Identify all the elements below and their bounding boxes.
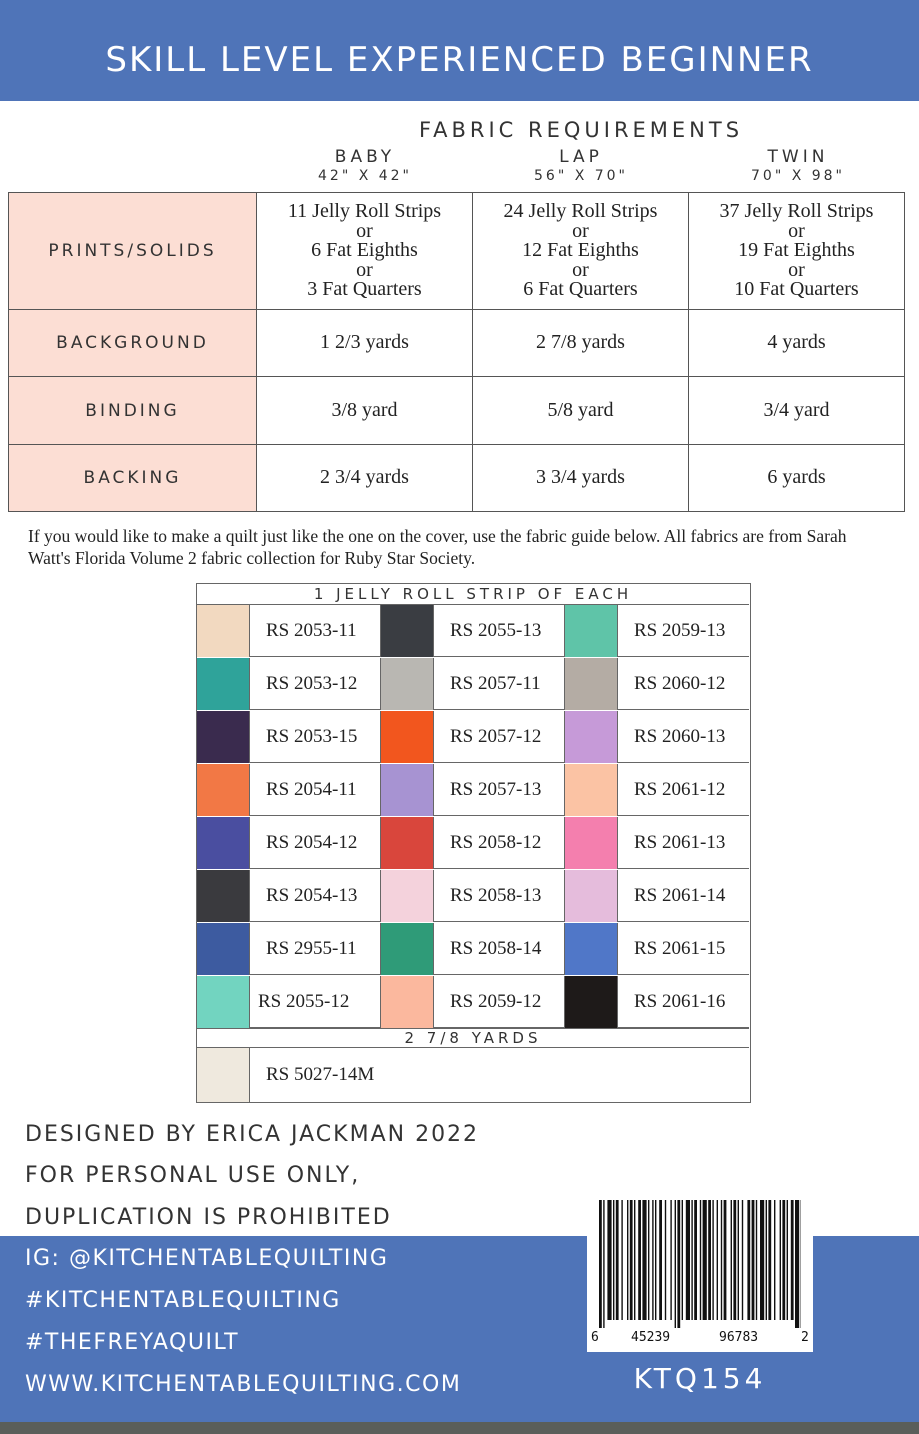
guide-row	[197, 923, 749, 976]
barcode-bar	[752, 1200, 755, 1320]
fabric-code: RS 2055-13	[433, 605, 565, 657]
barcode-bar	[766, 1200, 767, 1320]
fabric-swatch	[381, 817, 433, 869]
personal-use-note: FOR PERSONAL USE ONLY,	[25, 1163, 361, 1188]
fabric-swatch	[197, 605, 249, 657]
fabric-swatch	[381, 605, 433, 657]
barcode-bar	[642, 1200, 646, 1320]
barcode-bar	[733, 1200, 736, 1320]
barcode-bar	[652, 1200, 653, 1320]
guide-row	[197, 817, 749, 870]
fabric-swatch	[197, 923, 249, 975]
fabric-code: RS 2058-13	[433, 870, 565, 922]
barcode-bar	[675, 1200, 676, 1328]
cell-lap: 24 Jelly Roll Strips or 12 Fat Eighths or 6 Fat Quarters	[473, 193, 689, 310]
fabric-code: RS 2054-12	[249, 817, 381, 869]
barcode-bar	[768, 1200, 771, 1320]
size-lap: LAP 56" X 70"	[534, 147, 628, 184]
cell-twin: 6 yards	[689, 445, 905, 512]
barcode-bar	[603, 1200, 604, 1328]
hashtag-thefreyaquilt: #THEFREYAQUILT	[25, 1330, 240, 1355]
hashtag-kitchentablequilting: #KITCHENTABLEQUILTING	[25, 1288, 341, 1313]
fabric-code: RS 2054-13	[249, 870, 381, 922]
cell-lap: 3 3/4 yards	[473, 445, 689, 512]
barcode-bar	[724, 1200, 727, 1320]
barcode-bar	[721, 1200, 722, 1320]
duplication-note: DUPLICATION IS PROHIBITED	[25, 1205, 392, 1230]
guide-row	[197, 605, 749, 658]
fabric-code: RS 2060-13	[617, 711, 749, 763]
barcode-bar	[780, 1200, 781, 1320]
barcode-bar	[638, 1200, 641, 1320]
fabric-swatch	[565, 658, 617, 710]
row-binding	[9, 377, 905, 445]
instagram-handle: IG: @KITCHENTABLEQUILTING	[25, 1246, 389, 1271]
cell-lap: 2 7/8 yards	[473, 310, 689, 377]
row-backing	[9, 445, 905, 512]
barcode-bar	[607, 1200, 611, 1320]
barcode-bar	[686, 1200, 690, 1320]
barcode-bar	[712, 1200, 713, 1320]
barcode-bar	[670, 1200, 671, 1320]
barcode-bar	[659, 1200, 662, 1320]
barcode-bar	[630, 1200, 633, 1320]
cell-baby: 3/8 yard	[257, 377, 473, 445]
fabric-code: RS 2053-12	[249, 658, 381, 710]
barcode-bar	[791, 1200, 794, 1320]
skill-level-title: SKILL LEVEL EXPERIENCED BEGINNER	[105, 40, 814, 80]
guide-row	[197, 764, 749, 817]
fabric-swatch	[381, 658, 433, 710]
barcode-bar	[616, 1200, 619, 1320]
fabric-code: RS 2057-12	[433, 711, 565, 763]
barcode-bar	[694, 1200, 697, 1320]
background-code: RS 5027-14M	[249, 1048, 749, 1102]
cell-lap: 5/8 yard	[473, 377, 689, 445]
cell-twin: 3/4 yard	[689, 377, 905, 445]
fabric-swatch	[565, 764, 617, 816]
barcode-bars	[599, 1200, 801, 1328]
fabric-guide-intro: If you would like to make a quilt just like the one on the cover, use the fabric guide below. All fabrics are from Sarah Watt's Florida Volume 2 fabric collection for Ruby Star Society.	[28, 526, 847, 568]
fabric-swatch	[197, 870, 249, 922]
fabric-code: RS 2055-12	[249, 976, 381, 1028]
fabric-swatch	[381, 764, 433, 816]
barcode: 6 45239 96783 2	[587, 1192, 813, 1352]
fabric-code: RS 2054-11	[249, 764, 381, 816]
size-twin: TWIN 70" X 98"	[751, 147, 845, 184]
barcode-bar	[700, 1200, 701, 1320]
product-sku: KTQ154	[633, 1362, 767, 1395]
fabric-code: RS 2059-13	[617, 605, 749, 657]
header-banner	[0, 0, 919, 101]
fabric-code: RS 2060-12	[617, 658, 749, 710]
barcode-bar	[634, 1200, 635, 1320]
cell-baby: 1 2/3 yards	[257, 310, 473, 377]
fabric-swatch	[565, 605, 617, 657]
fabric-swatch	[381, 923, 433, 975]
fabric-requirements-heading: FABRIC REQUIREMENTS	[418, 118, 744, 142]
guide-row	[197, 711, 749, 764]
row-label: BACKGROUND	[9, 310, 257, 377]
barcode-bar	[795, 1200, 799, 1328]
barcode-bar	[627, 1200, 628, 1320]
guide-row	[197, 976, 749, 1029]
barcode-bar	[742, 1200, 743, 1320]
row-label: BINDING	[9, 377, 257, 445]
cell-baby: 2 3/4 yards	[257, 445, 473, 512]
fabric-swatch	[197, 764, 249, 816]
website-link[interactable]: WWW.KITCHENTABLEQUILTING.COM	[25, 1372, 462, 1397]
fabric-code: RS 2053-15	[249, 711, 381, 763]
barcode-bar	[782, 1200, 785, 1320]
fabric-swatch	[565, 711, 617, 763]
fabric-code: RS 2061-12	[617, 764, 749, 816]
fabric-swatch	[197, 976, 249, 1028]
row-background	[9, 310, 905, 377]
fabric-swatch	[197, 711, 249, 763]
row-label: PRINTS/SOLIDS	[9, 193, 257, 310]
fabric-requirements-table	[8, 192, 905, 512]
barcode-bar	[747, 1200, 750, 1320]
barcode-bar	[682, 1200, 683, 1320]
cell-twin: 37 Jelly Roll Strips or 19 Fat Eighths or 10 Fat Quarters	[689, 193, 905, 310]
barcode-bar	[599, 1200, 602, 1328]
fabric-swatch	[565, 923, 617, 975]
fabric-swatch	[197, 817, 249, 869]
fabric-swatch	[381, 711, 433, 763]
barcode-bar	[691, 1200, 692, 1320]
guide-row	[197, 870, 749, 923]
fabric-swatch	[197, 658, 249, 710]
barcode-bar	[717, 1200, 718, 1320]
barcode-bar	[708, 1200, 711, 1320]
fabric-code: RS 2061-13	[617, 817, 749, 869]
fabric-swatch	[381, 976, 433, 1028]
fabric-swatch	[381, 870, 433, 922]
barcode-bar	[756, 1200, 757, 1320]
guide-title: 1 JELLY ROLL STRIP OF EACH	[197, 584, 749, 605]
background-title: 2 7/8 YARDS	[197, 1028, 749, 1048]
row-label: BACKING	[9, 445, 257, 512]
barcode-bar	[648, 1200, 649, 1320]
barcode-bar	[703, 1200, 707, 1320]
barcode-bar	[655, 1200, 656, 1320]
row-prints-solids	[9, 193, 905, 310]
guide-row	[197, 658, 749, 711]
barcode-bar	[613, 1200, 614, 1320]
barcode-bar	[677, 1200, 680, 1328]
barcode-bar	[787, 1200, 788, 1320]
barcode-bar	[760, 1200, 764, 1320]
fabric-code: RS 2057-13	[433, 764, 565, 816]
fabric-code: RS 2061-14	[617, 870, 749, 922]
cell-twin: 4 yards	[689, 310, 905, 377]
fabric-code: RS 2059-12	[433, 976, 565, 1028]
fabric-code: RS 2058-14	[433, 923, 565, 975]
barcode-bar	[774, 1200, 775, 1320]
fabric-swatch	[565, 976, 617, 1028]
fabric-code: RS 2061-16	[617, 976, 749, 1028]
fabric-code: RS 2061-15	[617, 923, 749, 975]
cell-baby: 11 Jelly Roll Strips or 6 Fat Eighths or 3 Fat Quarters	[257, 193, 473, 310]
barcode-bar	[665, 1200, 666, 1320]
fabric-guide	[196, 583, 751, 1103]
fabric-code: RS 2057-11	[433, 658, 565, 710]
background-swatch	[197, 1048, 249, 1102]
bottom-strip	[0, 1422, 919, 1434]
fabric-swatch	[565, 870, 617, 922]
designer-credit: DESIGNED BY ERICA JACKMAN 2022	[25, 1122, 480, 1147]
fabric-code: RS 2058-12	[433, 817, 565, 869]
barcode-bar	[621, 1200, 622, 1320]
barcode-bar	[738, 1200, 739, 1320]
barcode-bar	[731, 1200, 732, 1320]
size-baby: BABY 42" X 42"	[318, 147, 412, 184]
fabric-swatch	[565, 817, 617, 869]
fabric-code: RS 2053-11	[249, 605, 381, 657]
fabric-code: RS 2955-11	[249, 923, 381, 975]
